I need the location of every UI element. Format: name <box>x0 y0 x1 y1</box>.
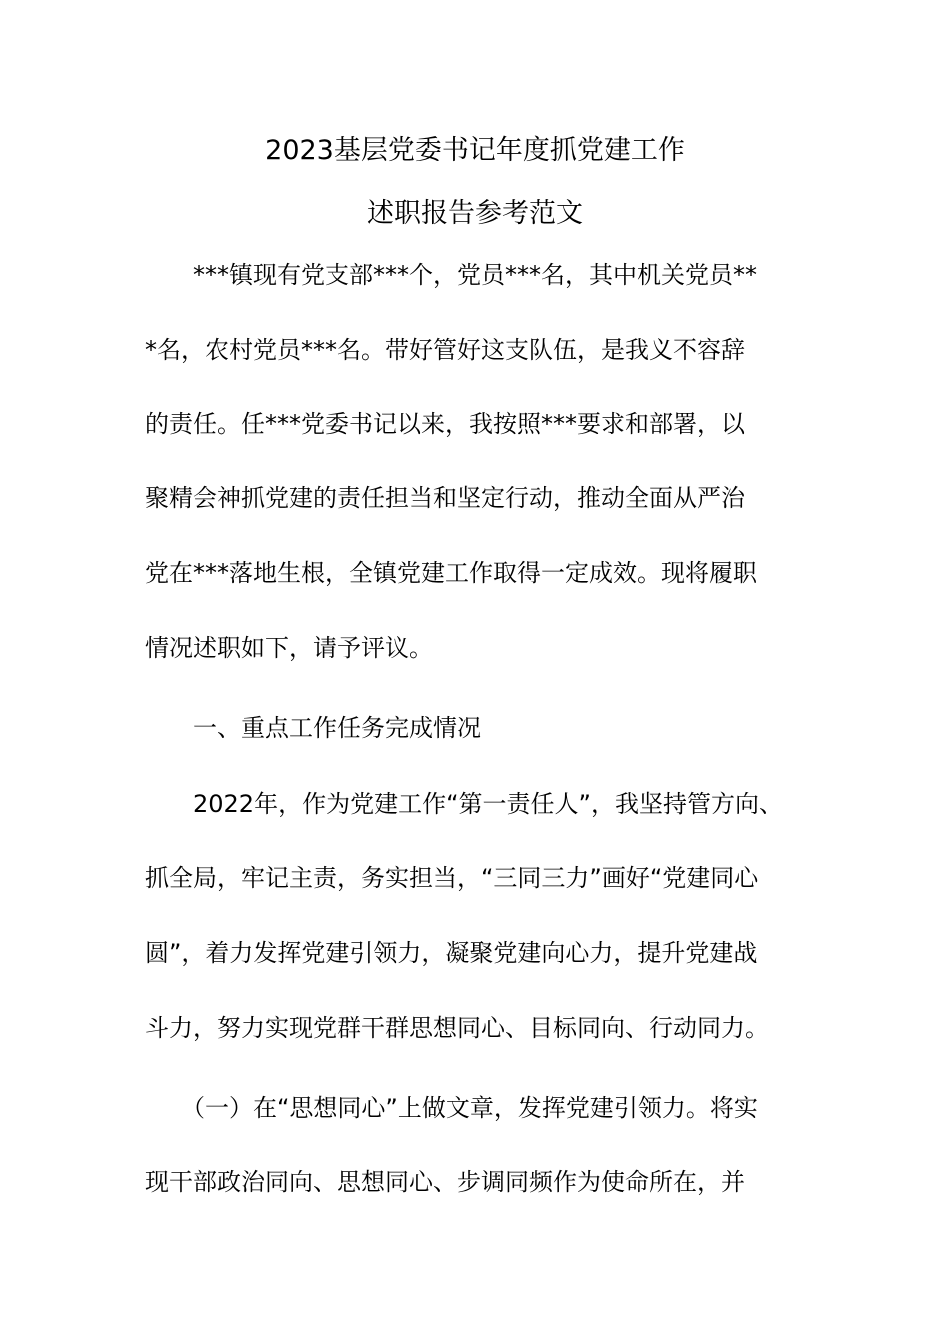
paragraph-line: 2022年，作为党建工作“第一责任人”，我坚持管方向、 <box>145 790 783 818</box>
paragraph-line: 聚精会神抓党建的责任担当和坚定行动，推动全面从严治 <box>145 484 745 512</box>
document-title-line-1: 2023基层党委书记年度抓党建工作 <box>265 135 685 166</box>
paragraph-line: 抓全局，牢记主责，务实担当，“三同三力”画好“党建同心 <box>145 864 759 892</box>
section-heading: 一、重点工作任务完成情况 <box>145 714 481 742</box>
paragraph-line: 圆”，着力发挥党建引领力，凝聚党建向心力，提升党建战 <box>145 939 758 967</box>
subsection-line: （一）在“思想同心”上做文章，发挥党建引领力。将实 <box>145 1094 758 1122</box>
paragraph-line: 斗力，努力实现党群干群思想同心、目标同向、行动同力。 <box>145 1014 769 1042</box>
paragraph-line: 现干部政治同向、思想同心、步调同频作为使命所在，并 <box>145 1168 745 1196</box>
paragraph-line: 情况述职如下，请予评议。 <box>145 634 433 662</box>
document-title-line-2: 述职报告参考范文 <box>367 198 583 229</box>
paragraph-line: 的责任。任***党委书记以来，我按照***要求和部署，以 <box>145 410 745 438</box>
paragraph-line: ***镇现有党支部***个，党员***名，其中机关党员** <box>145 261 757 289</box>
paragraph-line: 党在***落地生根，全镇党建工作取得一定成效。现将履职 <box>145 559 757 587</box>
paragraph-line: *名，农村党员***名。带好管好这支队伍，是我义不容辞 <box>145 336 745 364</box>
